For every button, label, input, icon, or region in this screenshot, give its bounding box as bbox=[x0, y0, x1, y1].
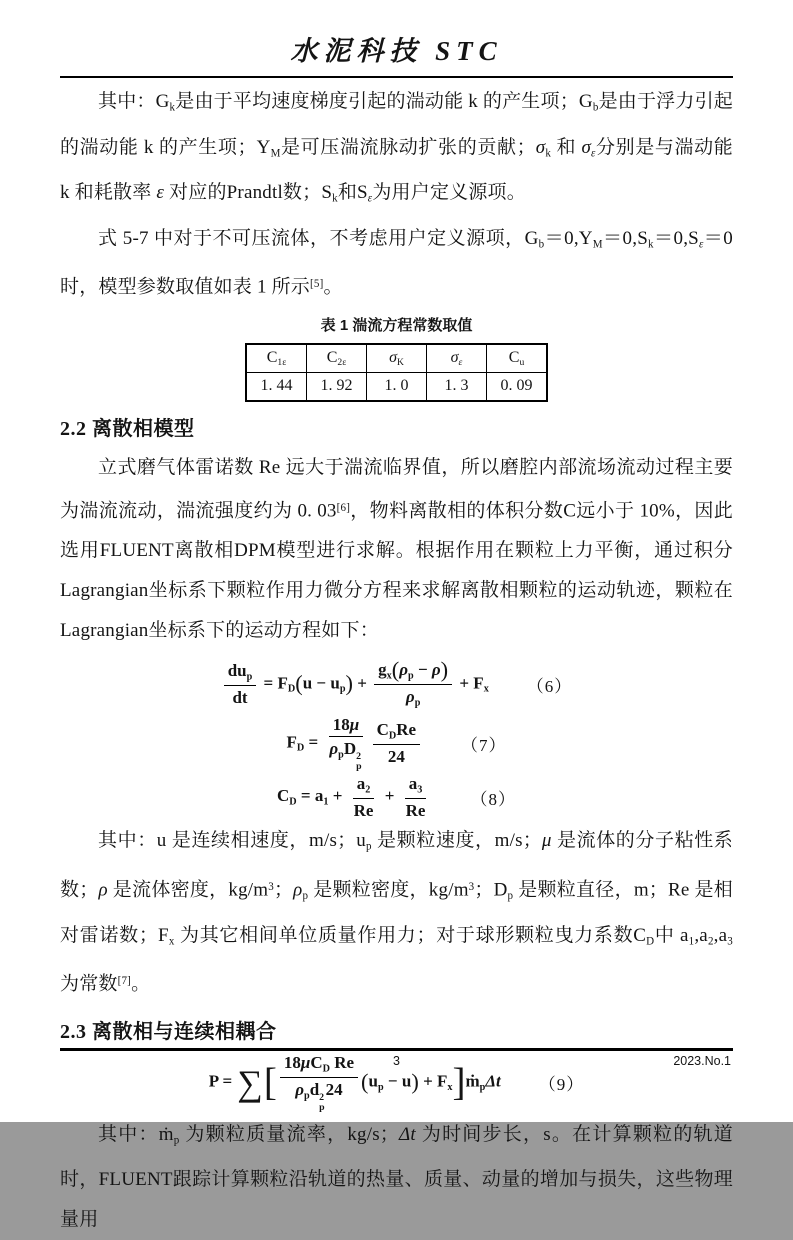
issue-label: 2023.No.1 bbox=[673, 1054, 731, 1068]
turbulence-constants-table bbox=[245, 343, 548, 402]
table-value-sigma-e: 1. 3 bbox=[427, 372, 487, 401]
equation-6-body: $\frac{du_p}{dt}$ = $F_D(u - u_p)$ + $\frac{g_x(\rho_p - \rho)}{\rho_p}$ + $F_x$ bbox=[221, 659, 489, 710]
table-header-sigma-e: $\sigma_\varepsilon$ bbox=[427, 344, 487, 373]
table-caption: 表 1 湍流方程常数取值 bbox=[320, 316, 473, 334]
table-value-sigma-k: 1. 0 bbox=[367, 372, 427, 401]
equation-7 bbox=[60, 713, 733, 773]
footer-row bbox=[60, 1054, 733, 1074]
equation-8-number: （8） bbox=[470, 789, 516, 809]
footer-divider bbox=[60, 1048, 733, 1051]
paragraph-model-parameters: 式 5-7 中对于不可压流体，不考虑用户定义源项，$G_b=0,Y_M=0,S_k=0,S_\varepsilon=0$ 时，模型参数取值如表 1 所示[5]。 bbox=[60, 227, 734, 298]
equation-8-body: $C_D = a_1$ + $\frac{a_2}{Re}$ + $\frac{a_3}{Re}$ bbox=[277, 773, 426, 820]
equation-7-body: $F_D$ = 18μ $\rho_pD$ 2 p $\frac{C_DRe}{24}$ bbox=[286, 714, 423, 773]
equation-6 bbox=[60, 655, 733, 713]
table-header-c2e: $C_{2\varepsilon}$ bbox=[307, 344, 367, 373]
header-divider bbox=[60, 76, 733, 78]
page-header bbox=[60, 30, 733, 78]
table-header-cu: $C_u$ bbox=[487, 344, 548, 373]
section-heading-2-2: 2.2 离散相模型 bbox=[60, 417, 195, 440]
page-number: 3 bbox=[393, 1054, 400, 1068]
table-header-c1e: $C_{1\varepsilon}$ bbox=[246, 344, 307, 373]
equation-9-number: （9） bbox=[538, 1075, 585, 1095]
equation-8 bbox=[60, 773, 733, 821]
paragraph-symbol-definitions: 其中：u 是连续相速度，m/s；$u_p$ 是颗粒速度，m/s；μ 是流体的分子粘性系数；ρ 是流体密度，$kg/m^3$；$\rho_p$ 是颗粒密度，$kg/m^3$；$D_p$ 是颗粒直径，m；Re 是相对雷诺数；$F_x$ 为其它相间单位质量作用力；对于球形颗粒曳力系数$C_D$中 $a_1,a_2,a_3$ 为常数[7]。 bbox=[60, 830, 733, 995]
section-heading-2-3: 2.3 离散相与连续相耦合 bbox=[60, 1020, 277, 1043]
table-value-c2e: 1. 92 bbox=[307, 372, 367, 401]
paragraph-turbulence-terms: 其中：$G_k$是由于平均速度梯度引起的湍动能 k 的产生项；$G_b$是由于浮力引起的湍动能 k 的产生项；$Y_M$是可压湍流脉动扩张的贡献；$\sigma_k$ 和 $\sigma_\varepsilon$分别是与湍动能 k 和耗散率 ε 对应的Prandtl数；$S_k$和$S_\varepsilon$为用户定义源项。 bbox=[60, 91, 733, 205]
paragraph-dpm-model: 立式磨气体雷诺数 Re 远大于湍流临界值，所以磨腔内部流场流动过程主要为湍流流动，湍流强度约为 0. 03[6]，物料离散相的体积分数C远小于 10%，因此选用FLUENT离散相DPM模型进行求解。根据作用在颗粒上力平衡，通过积分Lagrangian坐标系下颗粒作用力微分方程来求解离散相颗粒的运动轨迹，颗粒在Lagrangian坐标系下的运动方程如下： bbox=[60, 456, 733, 642]
journal-title: 水泥科技 STC bbox=[290, 36, 503, 66]
table-value-cu: 0. 09 bbox=[487, 372, 548, 401]
table-value-c1e: 1. 44 bbox=[246, 372, 307, 401]
paragraph-coupling-description: 其中：ṁ$_p$ 为颗粒质量流率，kg/s；Δt 为时间步长，s。在计算颗粒的轨道时，FLUENT跟踪计算颗粒沿轨道的热量、质量、动量的增加与损失，这些物理量用 bbox=[60, 1123, 733, 1231]
equation-6-number: （6） bbox=[526, 676, 573, 696]
page-footer bbox=[60, 1048, 733, 1074]
table-header-sigma-k: $\sigma_K$ bbox=[367, 344, 427, 373]
table-header-row bbox=[246, 344, 547, 373]
table-value-row bbox=[246, 372, 547, 401]
equation-7-number: （7） bbox=[461, 735, 507, 755]
equation-9-body: P = ∑[ $18\mu C_D$ Re $\rho_pd$ 2 p 24 $(u_p - u)$ + $F_x]ṁ_p\Delta t$ bbox=[208, 1052, 501, 1114]
